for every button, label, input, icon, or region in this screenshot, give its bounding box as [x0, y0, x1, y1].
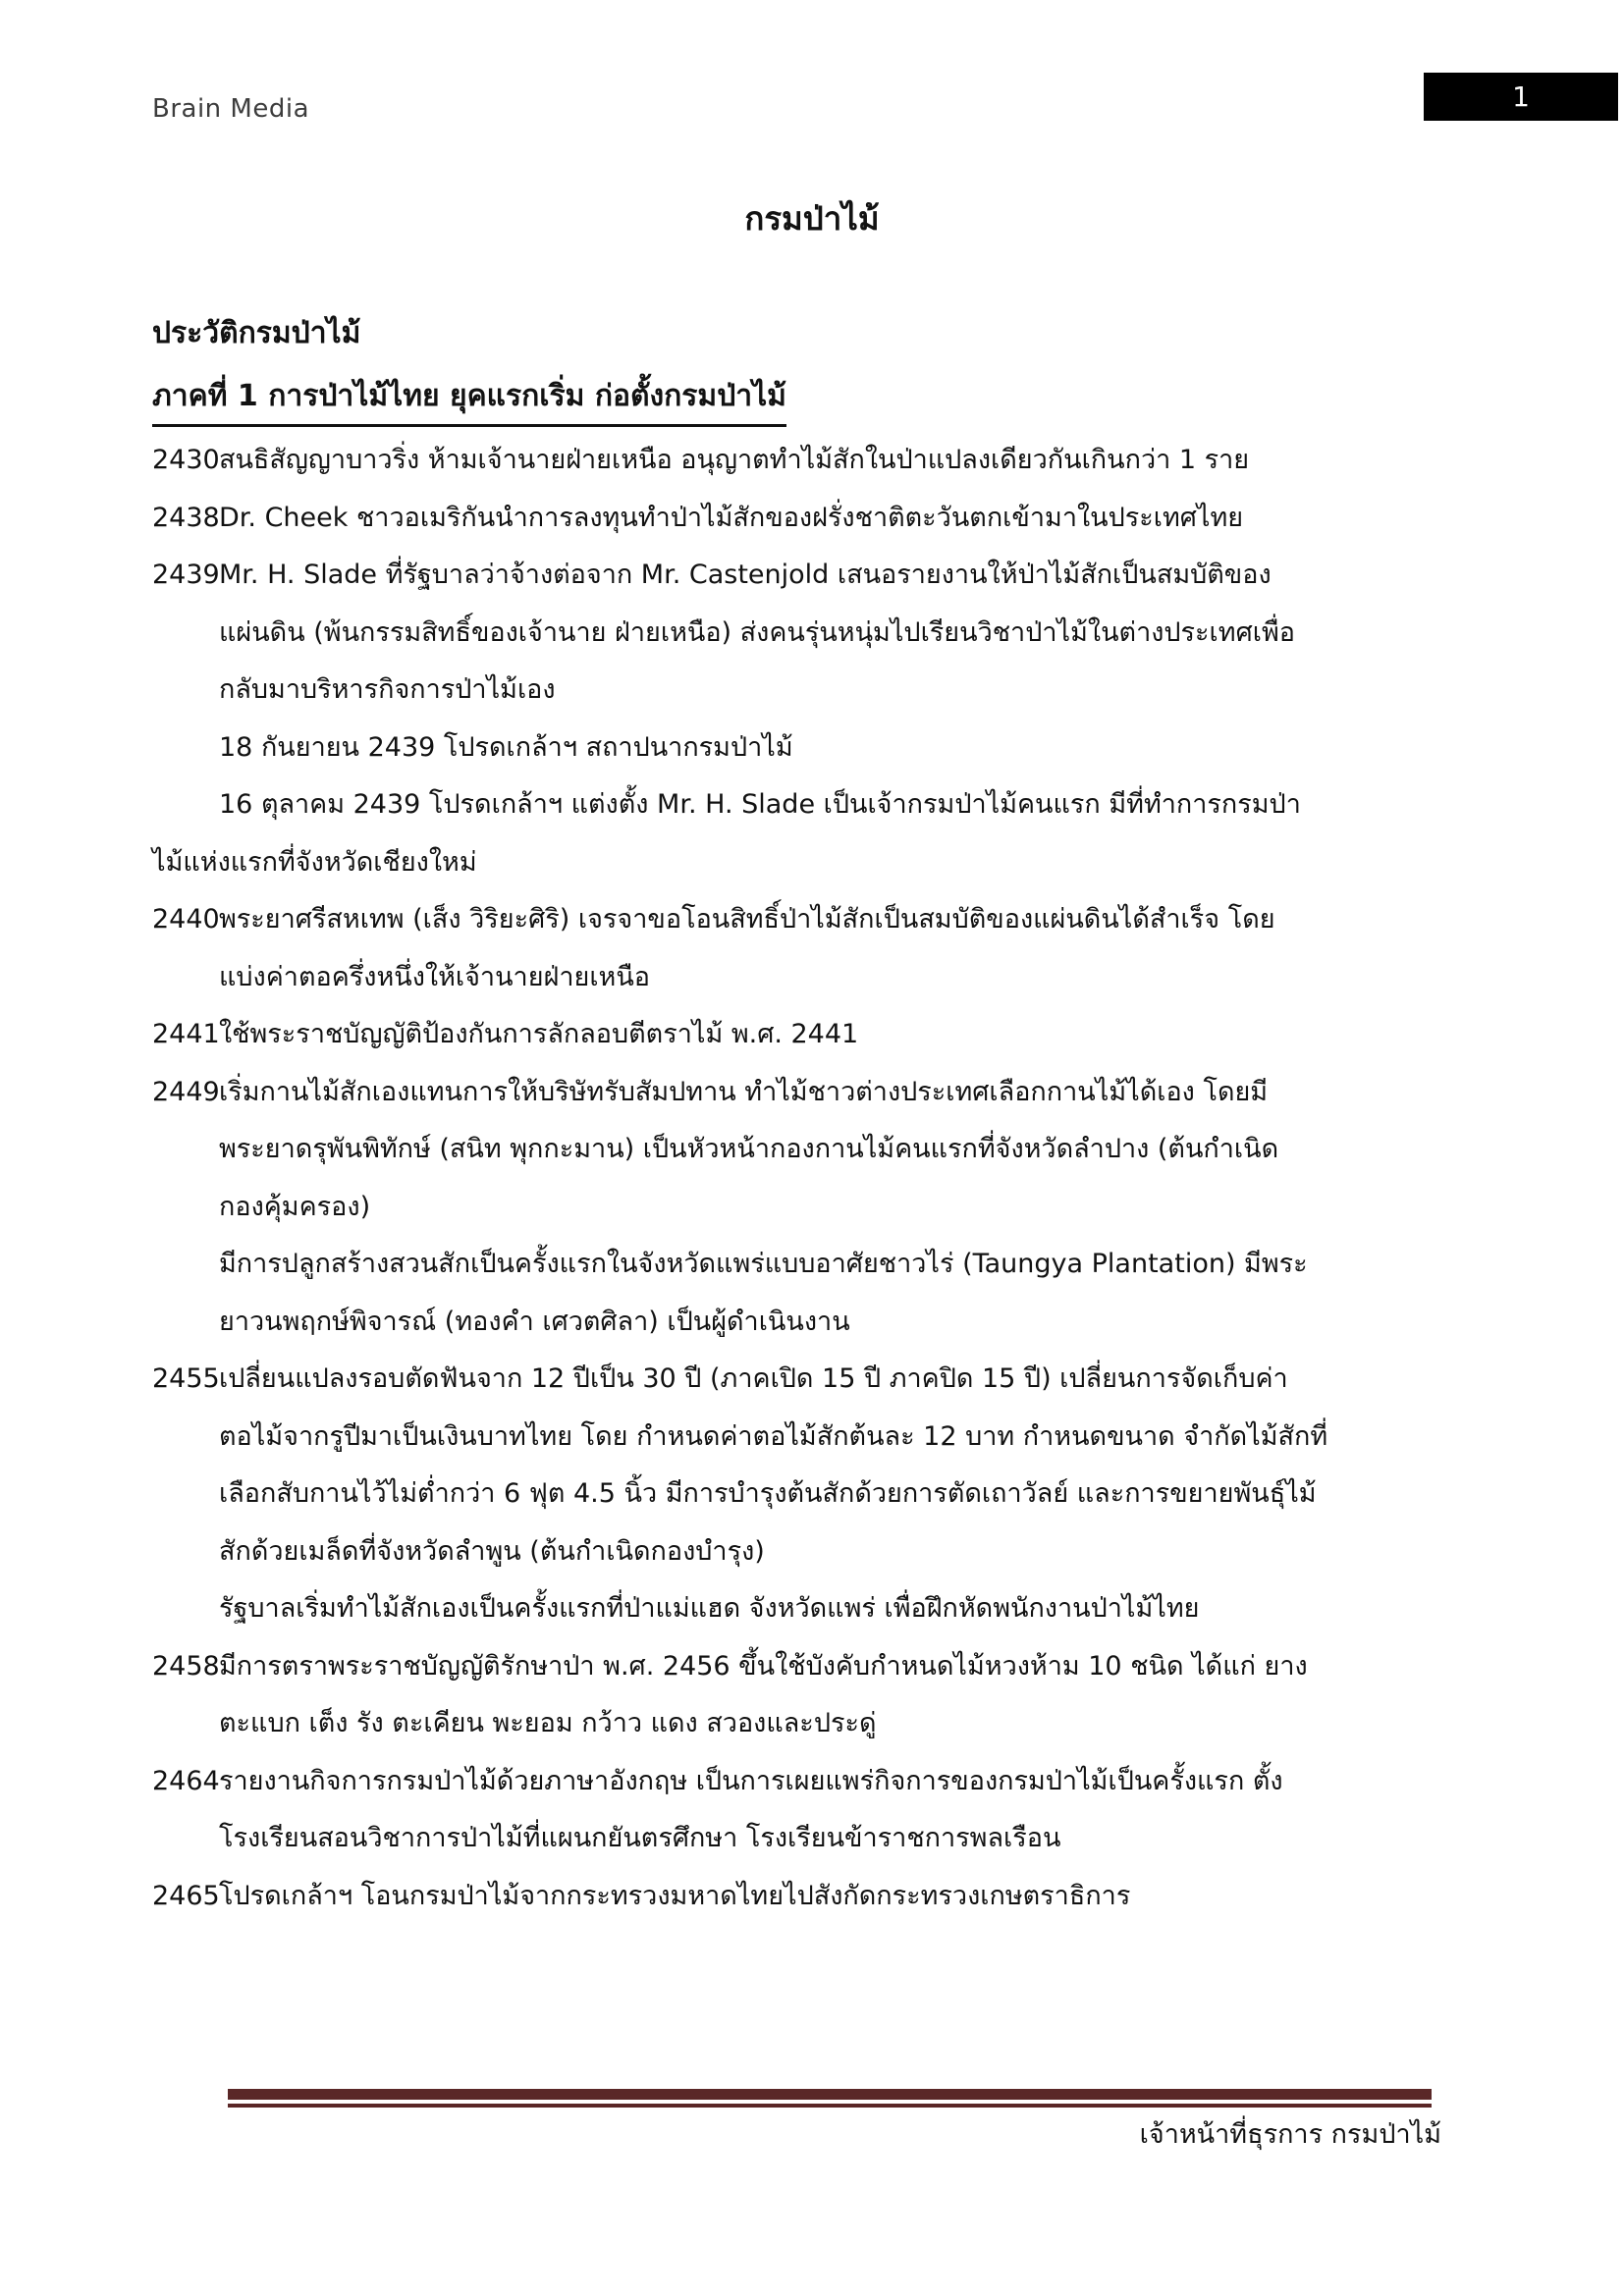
timeline-year [152, 1810, 219, 1868]
timeline-text: แผ่นดิน (พ้นกรรมสิทธิ์ของเจ้านาย ฝ่ายเหนือ) ส่งคนรุ่นหนุ่มไปเรียนวิชาป่าไม้ในต่างประเทศเพื่อ [219, 616, 1295, 648]
timeline-year: 2430 [152, 445, 220, 475]
timeline-row [152, 1236, 1478, 1294]
timeline-text: 16 ตุลาคม 2439 โปรดเกล้าฯ แต่งตั้ง Mr. H. Slade เป็นเจ้ากรมป่าไม้คนแรก มีที่ทำการกรมป่า [219, 789, 1301, 820]
timeline-year: 2465 [152, 1880, 220, 1911]
footer-rule-thick-bar [228, 2089, 1432, 2100]
timeline-year [152, 662, 219, 720]
timeline-year [152, 720, 219, 777]
timeline-row [152, 1868, 1478, 1926]
timeline-row [152, 1523, 1478, 1581]
timeline-year [152, 1179, 219, 1237]
timeline-row [152, 1064, 1478, 1122]
timeline-text: กลับมาบริหารกิจการป่าไม้เอง [219, 674, 556, 705]
timeline-text: สนธิสัญญาบาวริ่ง ห้ามเจ้านายฝ่ายเหนือ อนุญาตทำไม้สักในป่าแปลงเดียวกันเกินกว่า 1 ราย [219, 445, 1250, 475]
timeline-text: ใช้พระราชบัญญัติป้องกันการลักลอบตีตราไม้ พ.ศ. 2441 [219, 1019, 859, 1049]
timeline-row [152, 1695, 1478, 1753]
timeline-text: สักด้วยเมล็ดที่จังหวัดลำพูน (ต้นกำเนิดกองบำรุง) [219, 1535, 765, 1567]
timeline-row [152, 605, 1478, 663]
part-heading [152, 373, 786, 427]
timeline-row [152, 1810, 1478, 1868]
timeline-text: ยาวนพฤกษ์พิจารณ์ (ทองคำ เศวตศิลา) เป็นผู้ดำเนินงาน [219, 1306, 850, 1337]
timeline-row [152, 1179, 1478, 1237]
timeline-text: เริ่มกานไม้สักเองแทนการให้บริษัทรับสัมปทาน ทำไม้ชาวต่างประเทศเลือกกานไม้ได้เอง โดยมี [219, 1076, 1269, 1107]
timeline-row [152, 662, 1478, 720]
timeline-row [152, 834, 1478, 892]
timeline-year [152, 1580, 219, 1638]
timeline-text: มีการปลูกสร้างสวนสักเป็นครั้งแรกในจังหวัดแพร่แบบอาศัยชาวไร่ (Taungya Plantation) มีพระ [219, 1249, 1308, 1279]
timeline-year [152, 1409, 219, 1467]
timeline-text: โปรดเกล้าฯ โอนกรมป่าไม้จากกระทรวงมหาดไทยไปสังกัดกระทรวงเกษตราธิการ [219, 1880, 1131, 1911]
timeline-text: ไม้แห่งแรกที่จังหวัดเชียงใหม่ [152, 846, 477, 878]
page-number: 1 [1512, 80, 1530, 113]
section-heading: ประวัติกรมป่าไม้ [152, 316, 361, 350]
timeline-row [152, 1121, 1478, 1179]
timeline-text: แบ่งค่าตอครึ่งหนึ่งให้เจ้านายฝ่ายเหนือ [219, 961, 651, 992]
timeline-row [152, 720, 1478, 777]
timeline-year [152, 1236, 219, 1294]
timeline-text: เลือกสับกานไว้ไม่ต่ำกว่า 6 ฟุต 4.5 นิ้ว มีการบำรุงต้นสักด้วยการตัดเถาวัลย์ และการขยายพันธุ์ไม้ [219, 1478, 1317, 1509]
timeline-year [152, 776, 219, 834]
timeline-row [152, 776, 1478, 834]
timeline-row [152, 891, 1478, 949]
timeline-row [152, 1466, 1478, 1523]
timeline-year: 2464 [152, 1765, 220, 1796]
timeline-text: เปลี่ยนแปลงรอบตัดฟันจาก 12 ปีเป็น 30 ปี (ภาคเปิด 15 ปี ภาคปิด 15 ปี) เปลี่ยนการจัดเก็บค่า [219, 1363, 1288, 1394]
timeline-text: พระยาศรีสหเทพ (เส็ง วิริยะศิริ) เจรจาขอโอนสิทธิ์ป่าไม้สักเป็นสมบัติของแผ่นดินได้สำเร็จ โดย [219, 904, 1275, 934]
timeline-row [152, 1638, 1478, 1696]
timeline-year: 2439 [152, 560, 220, 590]
page-number-box [1424, 73, 1618, 121]
timeline-year: 2438 [152, 502, 220, 533]
timeline-text: 18 กันยายน 2439 โปรดเกล้าฯ สถาปนากรมป่าไม้ [219, 731, 793, 763]
timeline-year [152, 605, 219, 663]
timeline-row [152, 949, 1478, 1007]
timeline-year: 2455 [152, 1363, 220, 1394]
timeline-text: พระยาดรุพันพิทักษ์ (สนิท พุกกะมาน) เป็นหัวหน้ากองกานไม้คนแรกที่จังหวัดลำปาง (ต้นกำเนิด [219, 1134, 1279, 1164]
footer-signature: เจ้าหน้าที่ธุรการ กรมป่าไม้ [1139, 2119, 1441, 2150]
timeline-row [152, 1753, 1478, 1811]
timeline-text: ตะแบก เต็ง รัง ตะเคียน พะยอม กว้าว แดง สวองและประดู่ [219, 1708, 877, 1738]
footer-rule [228, 2089, 1432, 2108]
brand-label: Brain Media [152, 94, 310, 124]
timeline-row [152, 1580, 1478, 1638]
timeline-row [152, 1294, 1478, 1352]
timeline-text: รัฐบาลเริ่มทำไม้สักเองเป็นครั้งแรกที่ป่าแม่แฮด จังหวัดแพร่ เพื่อฝึกหัดพนักงานป่าไม้ไทย [219, 1593, 1200, 1624]
timeline-text: มีการตราพระราชบัญญัติรักษาป่า พ.ศ. 2456 ขึ้นใช้บังคับกำหนดไม้หวงห้าม 10 ชนิด ได้แก่ ยาง [219, 1650, 1308, 1682]
timeline-text: โรงเรียนสอนวิชาการป่าไม้ที่แผนกยันตรศึกษา โรงเรียนข้าราชการพลเรือน [219, 1823, 1061, 1853]
timeline-row [152, 1006, 1478, 1064]
timeline-text: รายงานกิจการกรมป่าไม้ด้วยภาษาอังกฤษ เป็นการเผยแพร่กิจการของกรมป่าไม้เป็นครั้งแรก ตั้ง [219, 1765, 1283, 1796]
page-title: กรมป่าไม้ [744, 199, 880, 238]
timeline-year: 2441 [152, 1019, 220, 1049]
timeline-year: 2458 [152, 1650, 220, 1682]
timeline-year [152, 1121, 219, 1179]
timeline [152, 432, 1478, 1925]
timeline-year [152, 1695, 219, 1753]
timeline-row [152, 1351, 1478, 1409]
timeline-text: กองคุ้มครอง) [219, 1191, 371, 1222]
footer-rule-thin-bar [228, 2104, 1432, 2108]
timeline-year [152, 1294, 219, 1352]
timeline-year [152, 1466, 219, 1523]
timeline-row [152, 432, 1478, 490]
part-heading-text: ภาคที่ 1 การป่าไม้ไทย ยุคแรกเริ่ม ก่อตั้งกรมป่าไม้ [152, 373, 786, 427]
timeline-row [152, 1409, 1478, 1467]
timeline-year: 2440 [152, 904, 220, 934]
timeline-year [152, 949, 219, 1007]
timeline-text: ตอไม้จากรูปีมาเป็นเงินบาทไทย โดย กำหนดค่าตอไม้สักต้นละ 12 บาท กำหนดขนาด จำกัดไม้สักที่ [219, 1420, 1328, 1452]
timeline-row [152, 547, 1478, 605]
timeline-row [152, 490, 1478, 548]
timeline-text: Mr. H. Slade ที่รัฐบาลว่าจ้างต่อจาก Mr. Castenjold เสนอรายงานให้ป่าไม้สักเป็นสมบัติของ [219, 560, 1272, 590]
timeline-year: 2449 [152, 1076, 220, 1107]
timeline-year [152, 1523, 219, 1581]
timeline-text: Dr. Cheek ชาวอเมริกันนำการลงทุนทำป่าไม้สักของฝรั่งชาติตะวันตกเข้ามาในประเทศไทย [219, 502, 1244, 533]
